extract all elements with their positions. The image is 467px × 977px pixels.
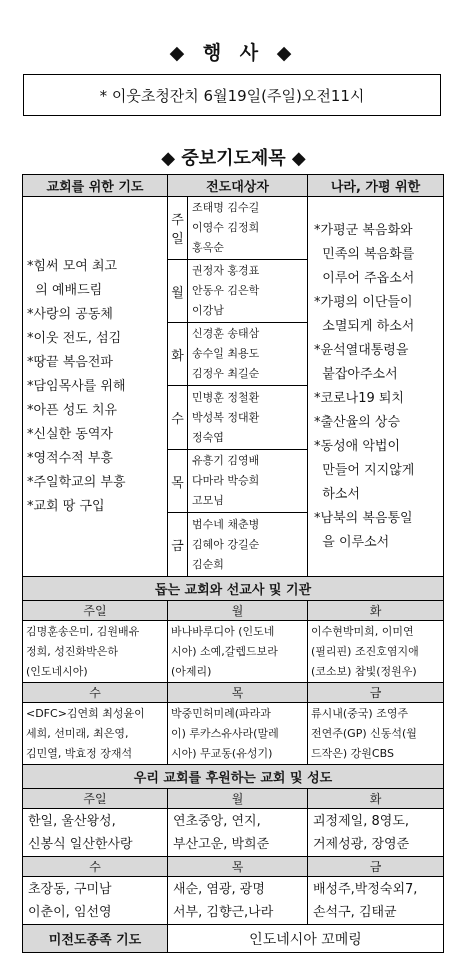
prayer-item: *출산율의 상승 [314, 414, 400, 430]
prayer-table [22, 174, 444, 577]
evangelism-names: 조태명 김수길 이영수 김정희 홍옥순 [188, 197, 308, 260]
prayer-item: *이웃 전도, 섬김 [27, 330, 122, 346]
prayer-title: ◆ 중보기도제목 ◆ [161, 148, 306, 169]
missions-cell: 이수현박미희, 이미연 (필리핀) 조진호염지애 (코소보) 참빛(정원우) [308, 621, 444, 683]
header-nation: 나라, 가평 위한 [308, 175, 444, 197]
day-label: 수 [23, 683, 168, 703]
event-item: * 이웃초청잔치 6월19일(주일)오전11시 [23, 74, 441, 116]
evangelism-day: 목 [168, 450, 188, 513]
evangelism-day: 주일 [168, 197, 188, 260]
prayer-item: *땅끝 복음전파 [27, 354, 113, 370]
evangelism-day: 화 [168, 323, 188, 386]
missions-title: 돕는 교회와 선교사 및 기관 [23, 577, 444, 601]
day-label: 목 [168, 857, 308, 877]
missions-cell: 김명훈송은미, 김원배유 정희, 성진화박은하 (인도네시아) [23, 621, 168, 683]
prayer-item: *신실한 동역자 [27, 426, 113, 442]
evangelism-names: 민병훈 정철환 박성복 정대환 정숙엽 [188, 386, 308, 450]
prayer-item: *사랑의 공동체 [27, 306, 113, 322]
supporters-title: 우리 교회를 후원하는 교회 및 성도 [23, 765, 444, 789]
evangelism-day: 월 [168, 260, 188, 323]
missions-cell: 류시내(중국) 조영주 전연주(GP) 신동석(월 드작은) 강원CBS [308, 703, 444, 765]
prayer-item: *가평군 복음화와 [314, 222, 413, 238]
supporters-cell: 새순, 염광, 광명 서부, 김향근,나라 [168, 877, 308, 925]
evangelism-names: 신경훈 송태삼 송수일 최용도 김정우 최길순 [188, 323, 308, 386]
evangelism-names: 권정자 홍경표 안동우 김은학 이강남 [188, 260, 308, 323]
day-label: 금 [308, 683, 444, 703]
day-label: 월 [168, 601, 308, 621]
supporters-cell: 배성주,박정숙외7, 손석구, 김태균 [308, 877, 444, 925]
evangelism-names: 유흥기 김영배 다마라 박승희 고모님 [188, 450, 308, 513]
prayer-item: *코로나19 퇴치 [314, 390, 404, 406]
day-label: 주일 [23, 789, 168, 809]
header-church: 교회를 위한 기도 [23, 175, 168, 197]
prayer-item: *남북의 복음통일 [314, 510, 413, 526]
prayer-item: 의 예배드림 [27, 282, 103, 298]
prayer-item: 만들어 지지않게 [314, 462, 415, 478]
prayer-item: *영적수적 부흥 [27, 450, 113, 466]
prayer-item: 을 이루소서 [314, 534, 390, 550]
prayer-item: *교회 땅 구입 [27, 498, 105, 514]
supporters-cell: 연초중앙, 연지, 부산고운, 박희준 [168, 809, 308, 857]
prayer-item: *힘써 모여 최고 [27, 258, 118, 274]
prayer-item: 소멸되게 하소서 [314, 318, 415, 334]
events-title: ◆ 행 사 ◆ [169, 42, 298, 64]
day-label: 수 [23, 857, 168, 877]
supporters-cell: 초장동, 구미남 이춘이, 임선영 [23, 877, 168, 925]
day-label: 화 [308, 601, 444, 621]
day-label: 월 [168, 789, 308, 809]
evangelism-names: 범수네 채춘병 김혜아 강길순 김순희 [188, 513, 308, 577]
prayer-item: 붙잡아주소서 [314, 366, 398, 382]
prayer-item: 이루어 주옵소서 [314, 270, 415, 286]
nation-prayer-list [308, 197, 444, 577]
church-prayer-list [23, 197, 168, 577]
day-label: 주일 [23, 601, 168, 621]
missions-cell: 바나바루디아 (인도네 시아) 소예,갈렙드보라 (아제리) [168, 621, 308, 683]
prayer-item: *윤석열대통령을 [314, 342, 409, 358]
supporters-cell: 한일, 울산왕성, 신봉식 일산한사랑 [23, 809, 168, 857]
supporters-cell: 괴정제일, 8영도, 거제성광, 장영준 [308, 809, 444, 857]
day-label: 화 [308, 789, 444, 809]
prayer-item: 민족의 복음화를 [314, 246, 415, 262]
header-evangelism: 전도대상자 [168, 175, 308, 197]
prayer-item: 하소서 [314, 486, 360, 502]
missions-cell: 박중민허미례(파라과 이) 루카스유사라(말레 시아) 무교동(유성기) [168, 703, 308, 765]
day-label: 금 [308, 857, 444, 877]
prayer-item: *아픈 성도 치유 [27, 402, 118, 418]
prayer-item: *가평의 이단들이 [314, 294, 413, 310]
prayer-item: *동성애 악법이 [314, 438, 400, 454]
day-label: 목 [168, 683, 308, 703]
evangelism-day: 금 [168, 513, 188, 577]
evangelism-day: 수 [168, 386, 188, 450]
prayer-item: *담임목사를 위해 [27, 378, 126, 394]
missions-table [22, 576, 444, 765]
supporters-table [22, 764, 444, 953]
unreached-value: 인도네시아 꼬메링 [168, 925, 444, 953]
prayer-item: *주일학교의 부흥 [27, 474, 126, 490]
unreached-label: 미전도종족 기도 [23, 925, 168, 953]
missions-cell: <DFC>김연희 최성윤이 세희, 선미래, 최은영, 김민열, 박효정 장재석 [23, 703, 168, 765]
